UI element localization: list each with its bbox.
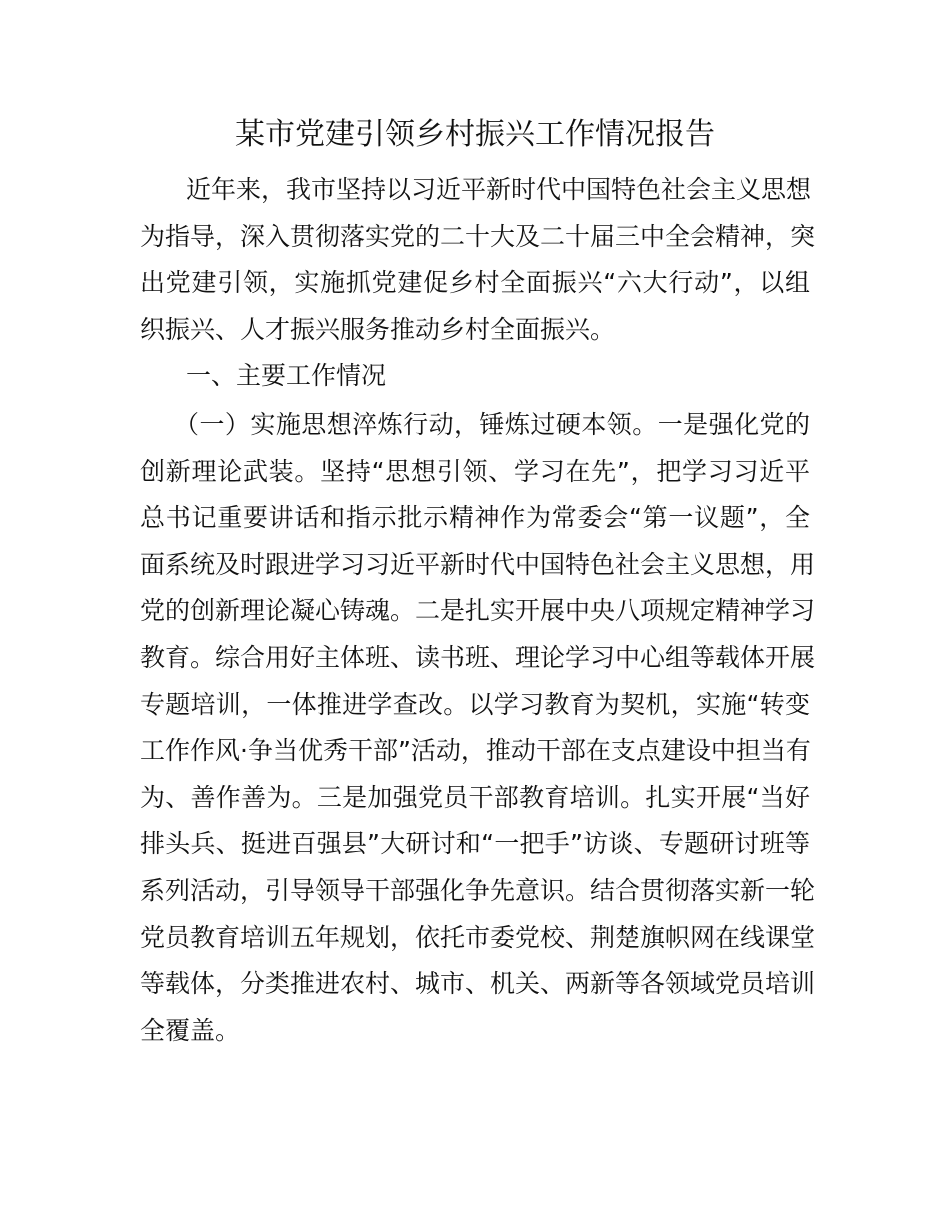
intro-paragraph <box>140 167 816 400</box>
text-line: 面系统及时跟进学习习近平新时代中国特色社会主义思想，用 <box>140 549 816 579</box>
text-line: 创新理论武装。坚持“思想引领、学习在先”，把学习习近平 <box>140 456 810 486</box>
text-line: 出党建引领，实施抓党建促乡村全面振兴“六大行动”，以组 <box>140 268 810 298</box>
section-heading: 一、主要工作情况 <box>186 361 387 391</box>
text-line: 近年来，我市坚持以习近平新时代中国特色社会主义思想 <box>186 175 812 204</box>
text-line: 总书记重要讲话和指示批示精神作为常委会“第一议题”，全 <box>140 503 810 533</box>
text-line: 全覆盖。 <box>140 1015 241 1045</box>
text-line: 织振兴、人才振兴服务推动乡村全面振兴。 <box>140 314 616 344</box>
text-line: 等载体，分类推进农村、城市、机关、两新等各领域党员培训 <box>140 969 816 999</box>
text-line: 党员教育培训五年规划，依托市委党校、荆楚旗帜网在线课堂 <box>140 922 816 952</box>
text-line: 系列活动，引导领导干部强化争先意识。结合贯彻落实新一轮 <box>140 875 816 905</box>
text-line: 教育。综合用好主体班、读书班、理论学习中心组等载体开展 <box>140 642 816 672</box>
text-line: 专题培训，一体推进学查改。以学习教育为契机，实施“转变 <box>140 689 810 719</box>
section-1-paragraph <box>140 402 816 1054</box>
text-line: 工作作风·争当优秀干部”活动，推动干部在支点建设中担当有 <box>140 736 811 766</box>
text-line: （一）实施思想淬炼行动，锤炼过硬本领。一是强化党的 <box>174 410 810 439</box>
text-line: 为指导，深入贯彻落实党的二十大及二十届三中全会精神，突 <box>140 221 816 251</box>
text-line: 党的创新理论凝心铸魂。二是扎实开展中央八项规定精神学习 <box>140 596 816 626</box>
document-title: 某市党建引领乡村振兴工作情况报告 <box>235 117 715 152</box>
text-line: 排头兵、挺进百强县”大研讨和“一把手”访谈、专题研讨班等 <box>140 829 810 859</box>
text-line: 为、善作善为。三是加强党员干部教育培训。扎实开展“当好 <box>140 782 810 812</box>
